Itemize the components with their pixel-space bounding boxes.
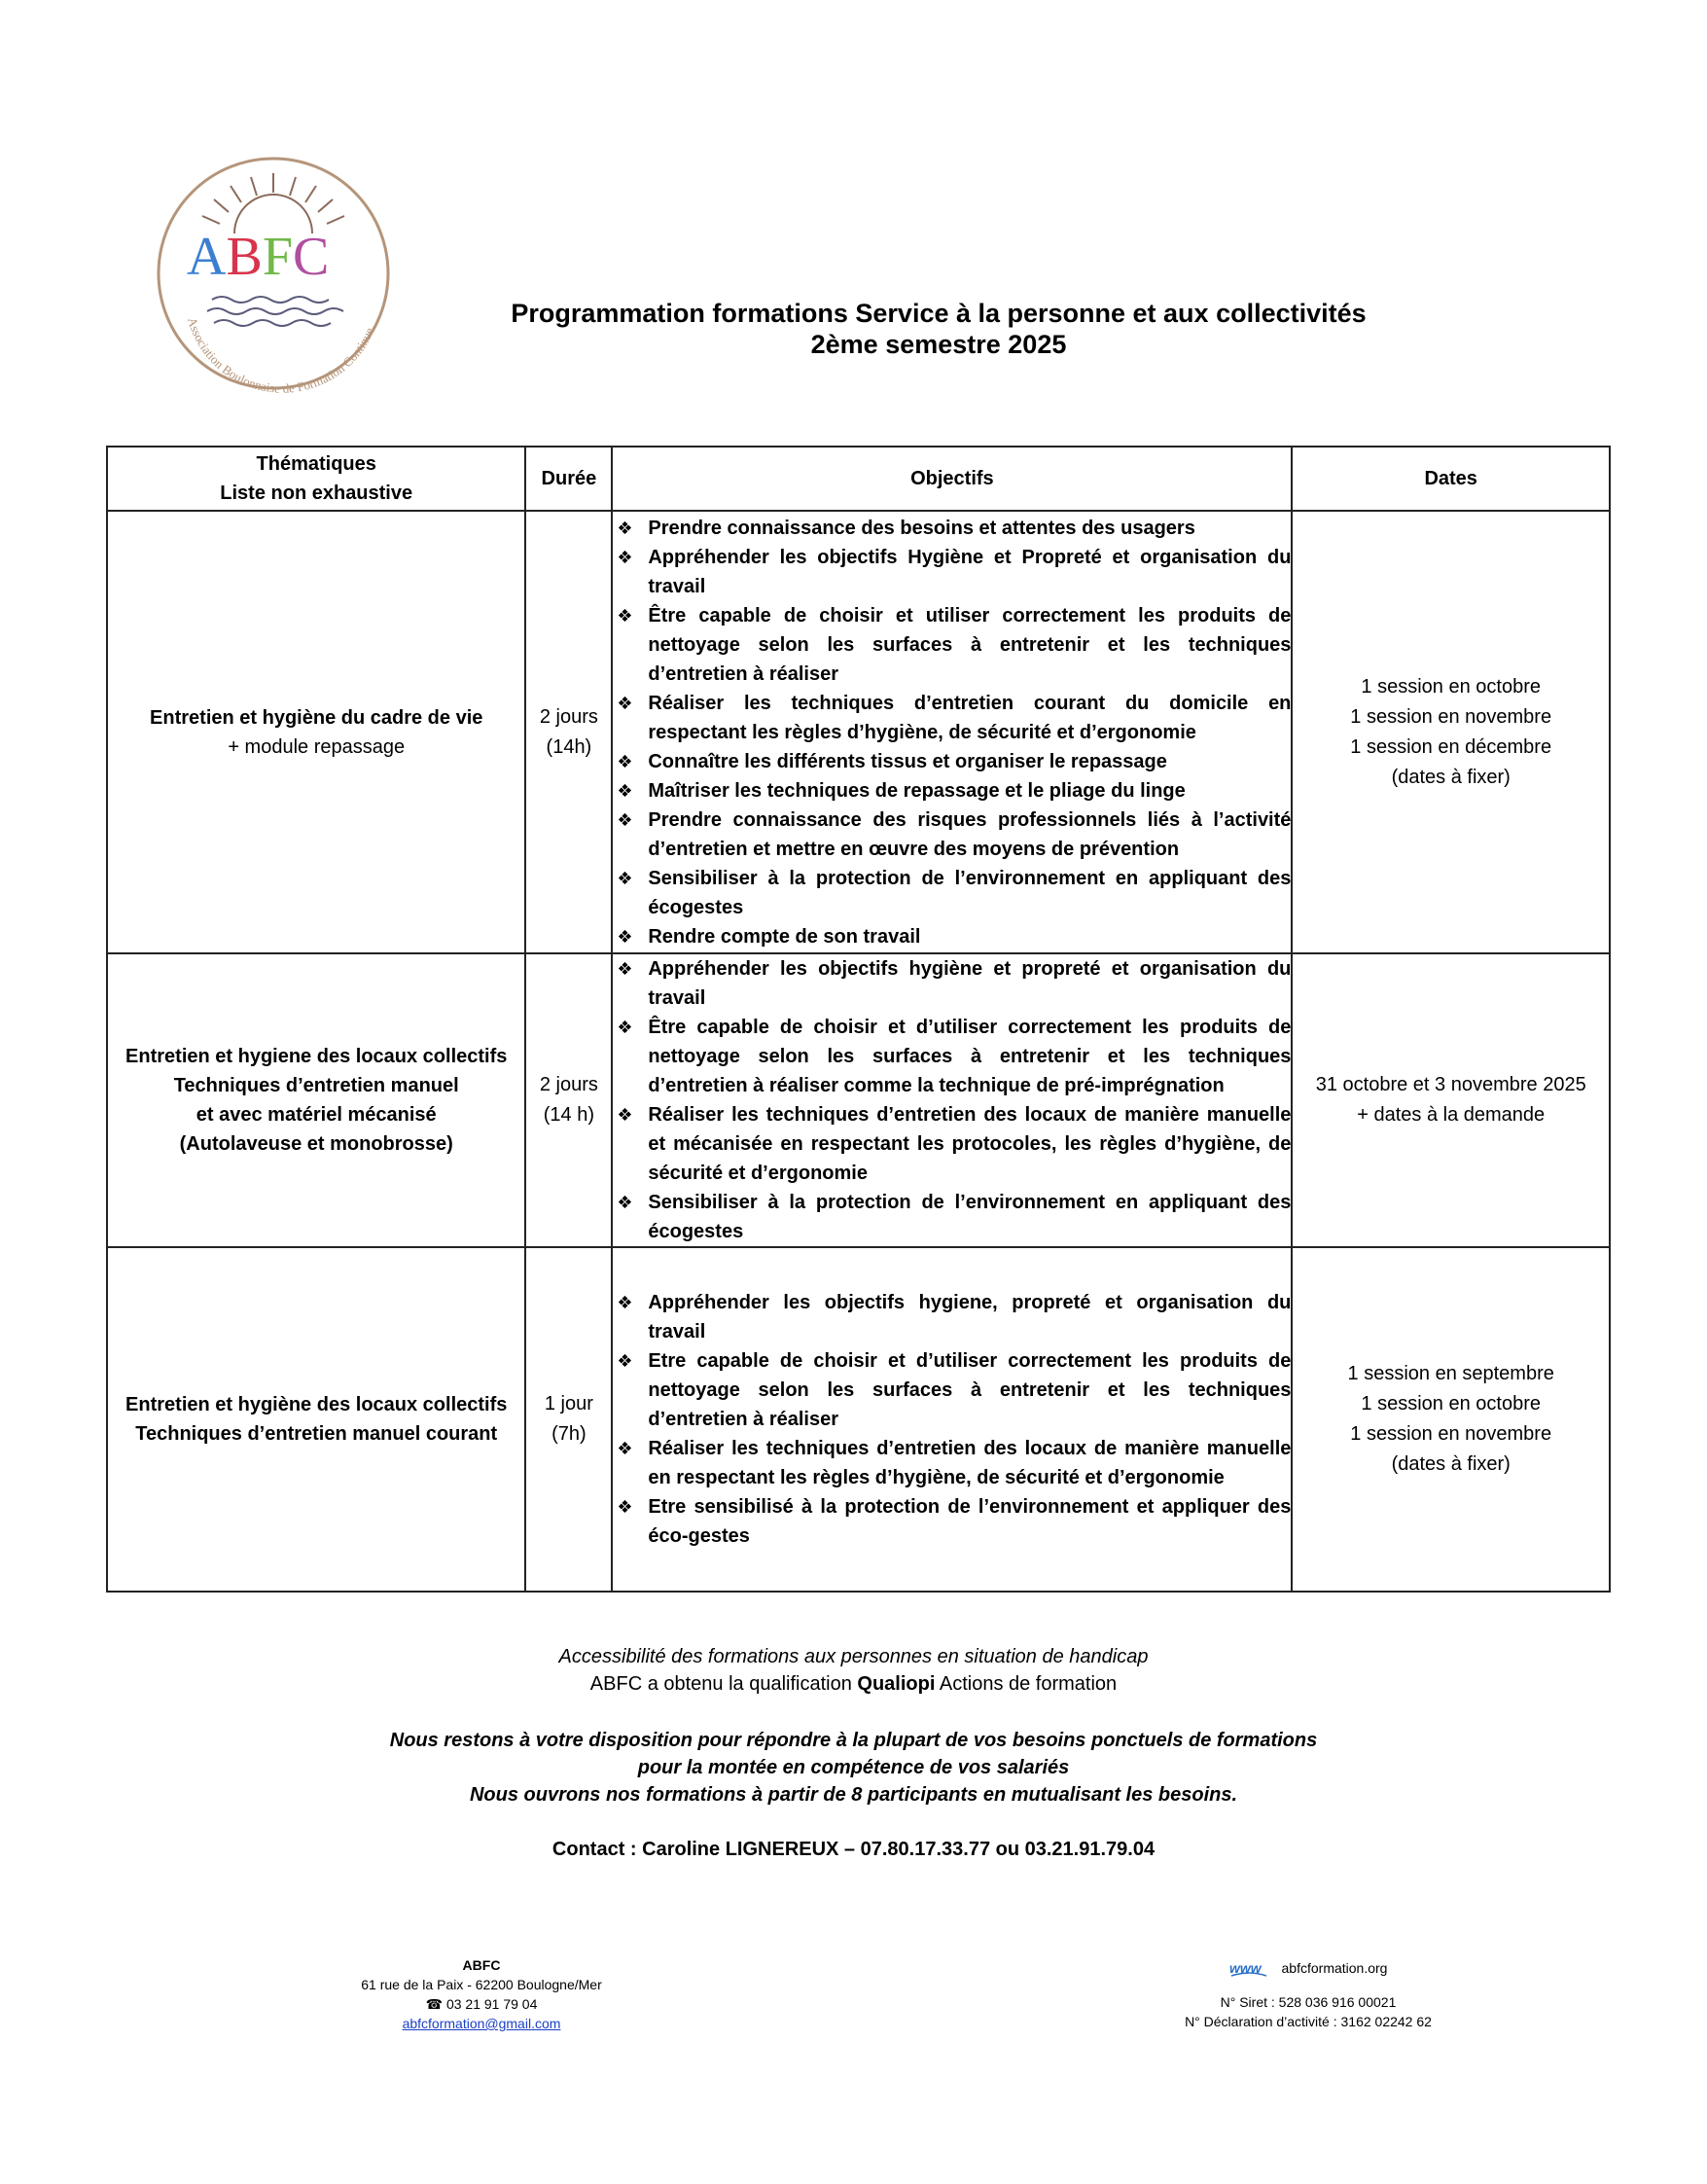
diamond-bullet-icon: ❖ (617, 926, 633, 947)
row-objectives (612, 953, 1292, 1247)
list-item: ❖ Connaître les différents tissus et organiser le repassage (613, 747, 1291, 776)
header-theme-line2: Liste non exhaustive (220, 483, 413, 504)
training-table (106, 446, 1611, 1593)
list-item: ❖ Prendre connaissance des risques professionnels liés à l’activité d’entretien et mettre en œuvre des moyens de prévention (613, 806, 1291, 864)
row-dates (1292, 953, 1610, 1247)
header-dates: Dates (1292, 447, 1610, 511)
date-line: + dates à la demande (1357, 1104, 1546, 1126)
list-item: ❖ Appréhender les objectifs Hygiène et Propreté et organisation du travail (613, 543, 1291, 601)
theme-subtitle: + module repassage (228, 735, 406, 758)
table-row (107, 511, 1610, 953)
phone-number: ☎ 03 21 91 79 04 (425, 1996, 538, 2012)
date-line: (dates à fixer) (1391, 766, 1511, 788)
table-row (107, 953, 1610, 1247)
date-line: 1 session en novembre (1350, 1423, 1552, 1445)
contact-line: Contact : Caroline LIGNEREUX – 07.80.17.33.77 ou 03.21.91.79.04 (551, 1839, 1156, 1860)
theme-line: Techniques d’entretien manuel (173, 1075, 459, 1096)
list-item: ❖ Sensibiliser à la protection de l’environnement en appliquant des écogestes (613, 1188, 1291, 1246)
header-theme (107, 447, 525, 511)
diamond-bullet-icon: ❖ (617, 547, 633, 567)
theme-line: et avec matériel mécanisé (196, 1104, 437, 1126)
website-link[interactable]: abfcformation.org (1281, 1960, 1388, 1976)
diamond-bullet-icon: ❖ (617, 1497, 633, 1517)
diamond-bullet-icon: ❖ (617, 518, 633, 538)
duration-hours: (14 h) (543, 1104, 595, 1126)
title-line2: 2ème semestre 2025 (810, 330, 1067, 359)
svg-text:www: www (1228, 1960, 1262, 1976)
list-item: ❖ Être capable de choisir et d’utiliser correctement les produits de nettoyage selon les surfaces à entretenir et les techniques d’entretien à réaliser comme la technique de pré-imprégnation (613, 1013, 1291, 1100)
siret-number: N° Siret : 528 036 916 00021 (1220, 1994, 1397, 2010)
list-item: ❖ Rendre compte de son travail (613, 922, 1291, 951)
org-name: ABFC (462, 1957, 501, 1973)
date-line: 1 session en décembre (1350, 735, 1552, 758)
diamond-bullet-icon: ❖ (617, 780, 633, 801)
page-title (331, 298, 1547, 360)
list-item: ❖ Réaliser les techniques d’entretien des locaux de manière manuelle et mécanisée en respectant les protocoles, les règles d’hygiène, de sécurité et d’ergonomie (613, 1100, 1291, 1188)
duration-days: 2 jours (539, 705, 598, 728)
web-block (1148, 1957, 1469, 2031)
diamond-bullet-icon: ❖ (617, 809, 633, 830)
diamond-bullet-icon: ❖ (617, 751, 633, 771)
date-line: 1 session en septembre (1347, 1363, 1554, 1384)
availability-line3: Nous ouvrons nos formations à partir de 8 participants en mutualisant les besoins. (469, 1784, 1238, 1806)
header-duration: Durée (525, 447, 612, 511)
objectives-list (613, 514, 1291, 951)
street-address: 61 rue de la Paix - 62200 Boulogne/Mer (361, 1977, 602, 1992)
objectives-list (613, 1288, 1291, 1551)
theme-title: Entretien et hygiène du cadre de vie (150, 706, 483, 729)
date-line: 31 octobre et 3 novembre 2025 (1315, 1074, 1586, 1095)
theme-line: (Autolaveuse et monobrosse) (179, 1133, 453, 1155)
row-theme (107, 511, 525, 953)
objectives-list (613, 954, 1291, 1246)
diamond-bullet-icon: ❖ (617, 605, 633, 626)
qualiopi-label: Qualiopi (857, 1673, 936, 1695)
date-line: (dates à fixer) (1391, 1453, 1511, 1475)
diamond-bullet-icon: ❖ (617, 1351, 633, 1371)
list-item: ❖ Maîtriser les techniques de repassage et le pliage du linge (613, 776, 1291, 806)
row-theme (107, 953, 525, 1247)
diamond-bullet-icon: ❖ (617, 868, 633, 888)
theme-line: Entretien et hygiene des locaux collectifs (125, 1046, 508, 1067)
list-item: ❖ Appréhender les objectifs hygiène et propreté et organisation du travail (613, 954, 1291, 1013)
date-line: 1 session en novembre (1350, 705, 1552, 728)
qualiopi-note: ABFC a obtenu la qualification Qualiopi Actions de formation (589, 1673, 1118, 1695)
duration-days: 2 jours (539, 1074, 598, 1095)
table-row (107, 1247, 1610, 1592)
diamond-bullet-icon: ❖ (617, 1293, 633, 1312)
diamond-bullet-icon: ❖ (617, 959, 633, 979)
row-dates (1292, 511, 1610, 953)
date-line: 1 session en octobre (1361, 675, 1541, 698)
www-globe-icon (1229, 1957, 1268, 1979)
availability-line2: pour la montée en compétence de vos salariés (637, 1757, 1070, 1778)
row-duration (525, 511, 612, 953)
list-item: ❖ Appréhender les objectifs hygiene, propreté et organisation du travail (613, 1288, 1291, 1346)
duration-hours: (7h) (551, 1423, 587, 1445)
header-objectives: Objectifs (612, 447, 1292, 511)
list-item: ❖ Sensibiliser à la protection de l’environnement en appliquant des écogestes (613, 864, 1291, 922)
email-link[interactable]: abfcformation@gmail.com (402, 2016, 561, 2031)
address-block (321, 1955, 642, 2033)
list-item: ❖ Prendre connaissance des besoins et attentes des usagers (613, 514, 1291, 543)
row-duration (525, 1247, 612, 1592)
list-item: ❖ Etre sensibilisé à la protection de l’environnement et appliquer des éco-gestes (613, 1492, 1291, 1551)
row-duration (525, 953, 612, 1247)
diamond-bullet-icon: ❖ (617, 693, 633, 713)
diamond-bullet-icon: ❖ (617, 1105, 633, 1125)
logo-ring-text: Association Boulonnaise de Formation Continue (184, 315, 377, 393)
activity-declaration: N° Déclaration d’activité : 3162 02242 62 (1185, 2014, 1432, 2029)
diamond-bullet-icon: ❖ (617, 1193, 633, 1212)
title-line1: Programmation formations Service à la personne et aux collectivités (511, 299, 1367, 328)
list-item: ❖ Être capable de choisir et utiliser correctement les produits de nettoyage selon les surfaces à entretenir et les techniques d’entretien à réaliser (613, 601, 1291, 689)
list-item: ❖ Réaliser les techniques d’entretien des locaux de manière manuelle en respectant les règles d’hygiène, de sécurité et d’ergonomie (613, 1434, 1291, 1492)
row-theme (107, 1247, 525, 1592)
table-header-row (107, 447, 1610, 511)
svg-text:ABFC: ABFC (187, 227, 330, 287)
availability-line1: Nous restons à votre disposition pour répondre à la plupart de vos besoins ponctuels de formations (389, 1730, 1318, 1751)
duration-days: 1 jour (544, 1393, 593, 1414)
list-item: ❖ Réaliser les techniques d’entretien courant du domicile en respectant les règles d’hygiène, de sécurité et d’ergonomie (613, 689, 1291, 747)
row-objectives (612, 511, 1292, 953)
diamond-bullet-icon: ❖ (617, 1439, 633, 1458)
theme-line: Entretien et hygiène des locaux collectifs (125, 1394, 508, 1415)
row-dates (1292, 1247, 1610, 1592)
date-line: 1 session en octobre (1361, 1393, 1541, 1414)
theme-line: Techniques d’entretien manuel courant (135, 1423, 498, 1445)
header-theme-line1: Thématiques (256, 453, 376, 475)
duration-hours: (14h) (546, 735, 592, 758)
accessibility-note: Accessibilité des formations aux personnes en situation de handicap (558, 1646, 1149, 1667)
list-item: ❖ Etre capable de choisir et d’utiliser correctement les produits de nettoyage selon les surfaces à entretenir et les techniques d’entretien à réaliser (613, 1346, 1291, 1434)
diamond-bullet-icon: ❖ (617, 1018, 633, 1037)
row-objectives (612, 1247, 1292, 1592)
